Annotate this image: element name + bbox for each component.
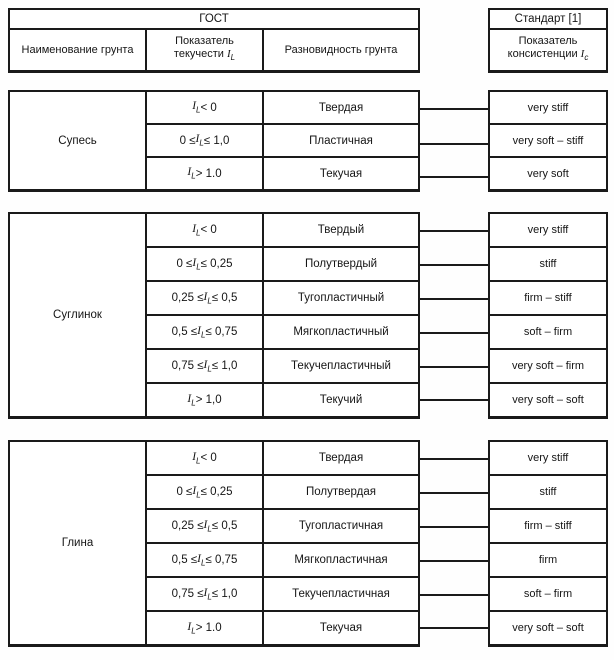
consistency-cell: very soft – stiff <box>490 125 606 158</box>
soil-name: Супесь <box>10 92 147 189</box>
connector-line <box>418 298 490 300</box>
liquidity-range: 0 ≤ $I_L$ ≤ 0,25 <box>147 248 264 280</box>
table-row <box>147 384 418 416</box>
table-row <box>147 248 418 282</box>
liquidity-range: $I_L$ < 0 <box>147 214 264 246</box>
il-symbol: $I_L$ <box>192 222 201 238</box>
liquidity-range: 0,5 ≤ $I_L$ ≤ 0,75 <box>147 316 264 348</box>
liquidity-range: $I_L$ > 1,0 <box>147 384 264 416</box>
il-symbol: $I_L$ <box>192 100 201 115</box>
liquidity-range: $I_L$ < 0 <box>147 442 264 474</box>
consistency-label-text: Показатель консистенции $I_c$ <box>507 35 589 63</box>
il-symbol: $I_L$ <box>192 256 201 272</box>
table-row <box>147 282 418 316</box>
liquidity-range: 0 ≤ $I_L$ ≤ 1,0 <box>147 125 264 156</box>
consistency-cell: very soft <box>527 167 569 180</box>
connector-line <box>418 492 490 494</box>
liquidity-range: 0,75 ≤ $I_L$ ≤ 1,0 <box>147 350 264 382</box>
variety-cell: Мягкопластичный <box>293 326 389 338</box>
consistency-stack <box>488 212 608 419</box>
connector-zone <box>420 212 488 419</box>
table-row <box>147 350 418 384</box>
consistency-index-label <box>490 30 606 70</box>
liquidity-range: $I_L$ > 1.0 <box>147 158 264 189</box>
consistency-stack <box>488 440 608 647</box>
connector-line <box>418 230 490 232</box>
table-row <box>147 214 418 248</box>
connector-line <box>418 627 490 629</box>
variety-cell: Полутвердая <box>306 486 376 498</box>
gost-table-suglinok <box>8 212 420 419</box>
il-symbol: $I_L$ <box>187 166 196 181</box>
variety-cell: Текучая <box>319 167 363 180</box>
table-row <box>147 442 418 476</box>
variety-cell: Твердая <box>318 101 364 114</box>
table-row <box>147 158 418 189</box>
col-header-liquidity-index <box>147 30 264 70</box>
variety-cell: Текучий <box>319 394 363 406</box>
connector-line <box>418 399 490 401</box>
liquidity-range: 0,75 ≤ $I_L$ ≤ 1,0 <box>147 578 264 610</box>
variety-cell: Текучепластичная <box>292 588 390 600</box>
consistency-cell: stiff <box>490 476 606 510</box>
consistency-cell: soft – firm <box>490 578 606 612</box>
table-row <box>147 125 418 158</box>
consistency-cell: very stiff <box>490 214 606 248</box>
il-symbol: $I_L$ <box>197 552 206 568</box>
il-symbol: $I_L$ <box>197 324 206 340</box>
table-row <box>147 316 418 350</box>
consistency-cell: very stiff <box>490 92 606 125</box>
il-symbol: $I_L$ <box>192 450 201 466</box>
il-symbol: $I_L$ <box>203 586 212 602</box>
table-row <box>147 476 418 510</box>
soil-block-suglinok <box>8 212 608 419</box>
connector-line <box>418 108 490 110</box>
gost-column-headers <box>10 30 418 70</box>
liquidity-range: 0,25 ≤ $I_L$ ≤ 0,5 <box>147 282 264 314</box>
table-row <box>147 510 418 544</box>
connector-zone <box>420 90 488 192</box>
il-symbol: $I_L$ <box>203 358 212 374</box>
connector-line <box>418 176 490 178</box>
liquidity-range: $I_L$ > 1.0 <box>147 612 264 644</box>
variety-cell: Текучая <box>319 622 363 634</box>
table-row <box>147 612 418 644</box>
consistency-stack <box>488 90 608 192</box>
connector-line <box>418 143 490 145</box>
table-row <box>147 578 418 612</box>
col-header-soil-name: Наименование грунта <box>10 30 147 70</box>
connector-line <box>418 560 490 562</box>
variety-cell: Мягкопластичная <box>294 554 388 566</box>
liquidity-range: 0,25 ≤ $I_L$ ≤ 0,5 <box>147 510 264 542</box>
consistency-cell: very soft – soft <box>512 394 584 406</box>
consistency-cell: soft – firm <box>490 316 606 350</box>
liquidity-range: 0 ≤ $I_L$ ≤ 0,25 <box>147 476 264 508</box>
il-symbol: $I_L$ <box>203 518 212 534</box>
variety-cell: Тугопластичный <box>297 292 385 304</box>
connector-line <box>418 594 490 596</box>
variety-cell: Твердая <box>318 452 364 464</box>
consistency-cell: firm – stiff <box>490 510 606 544</box>
col-header-variety: Разновидность грунта <box>284 43 398 56</box>
il-symbol: $I_L$ <box>192 484 201 500</box>
soil-block-supes <box>8 90 608 192</box>
variety-cell: Тугопластичная <box>298 520 384 532</box>
soil-name: Суглинок <box>10 214 147 416</box>
il-symbol: $I_L$ <box>187 392 196 408</box>
variety-cell: Полутвердый <box>304 258 378 270</box>
liquidity-range: $I_L$ < 0 <box>147 92 264 123</box>
gost-header-table <box>8 8 420 73</box>
standard-title: Стандарт [1] <box>490 10 606 30</box>
liquidity-index-label: Показатель текучести $I_L$ <box>173 35 236 63</box>
table-row <box>147 92 418 125</box>
variety-cell: Текучепластичный <box>291 360 391 372</box>
soil-name: Глина <box>10 442 147 644</box>
standard-header-box <box>488 8 608 73</box>
consistency-cell: firm <box>490 544 606 578</box>
variety-cell: Твердый <box>317 224 365 236</box>
consistency-cell: firm – stiff <box>490 282 606 316</box>
ic-symbol: $I_c$ <box>580 48 589 63</box>
connector-line <box>418 366 490 368</box>
variety-cell: Пластичная <box>309 134 373 147</box>
gost-title: ГОСТ <box>10 10 418 30</box>
gost-table-supes <box>8 90 420 192</box>
soil-block-glina <box>8 440 608 647</box>
liquidity-range: 0,5 ≤ $I_L$ ≤ 0,75 <box>147 544 264 576</box>
il-symbol: $I_L$ <box>195 133 204 148</box>
connector-line <box>418 332 490 334</box>
consistency-cell: very stiff <box>490 442 606 476</box>
consistency-cell: very soft – firm <box>490 350 606 384</box>
gost-table-glina <box>8 440 420 647</box>
il-symbol: $I_L$ <box>226 48 236 63</box>
connector-line <box>418 526 490 528</box>
connector-line <box>418 458 490 460</box>
consistency-cell: very soft – soft <box>512 622 584 634</box>
connector-zone <box>420 440 488 647</box>
connector-line <box>418 264 490 266</box>
consistency-cell: stiff <box>490 248 606 282</box>
il-symbol: $I_L$ <box>187 620 196 636</box>
table-row <box>147 544 418 578</box>
il-symbol: $I_L$ <box>203 290 212 306</box>
